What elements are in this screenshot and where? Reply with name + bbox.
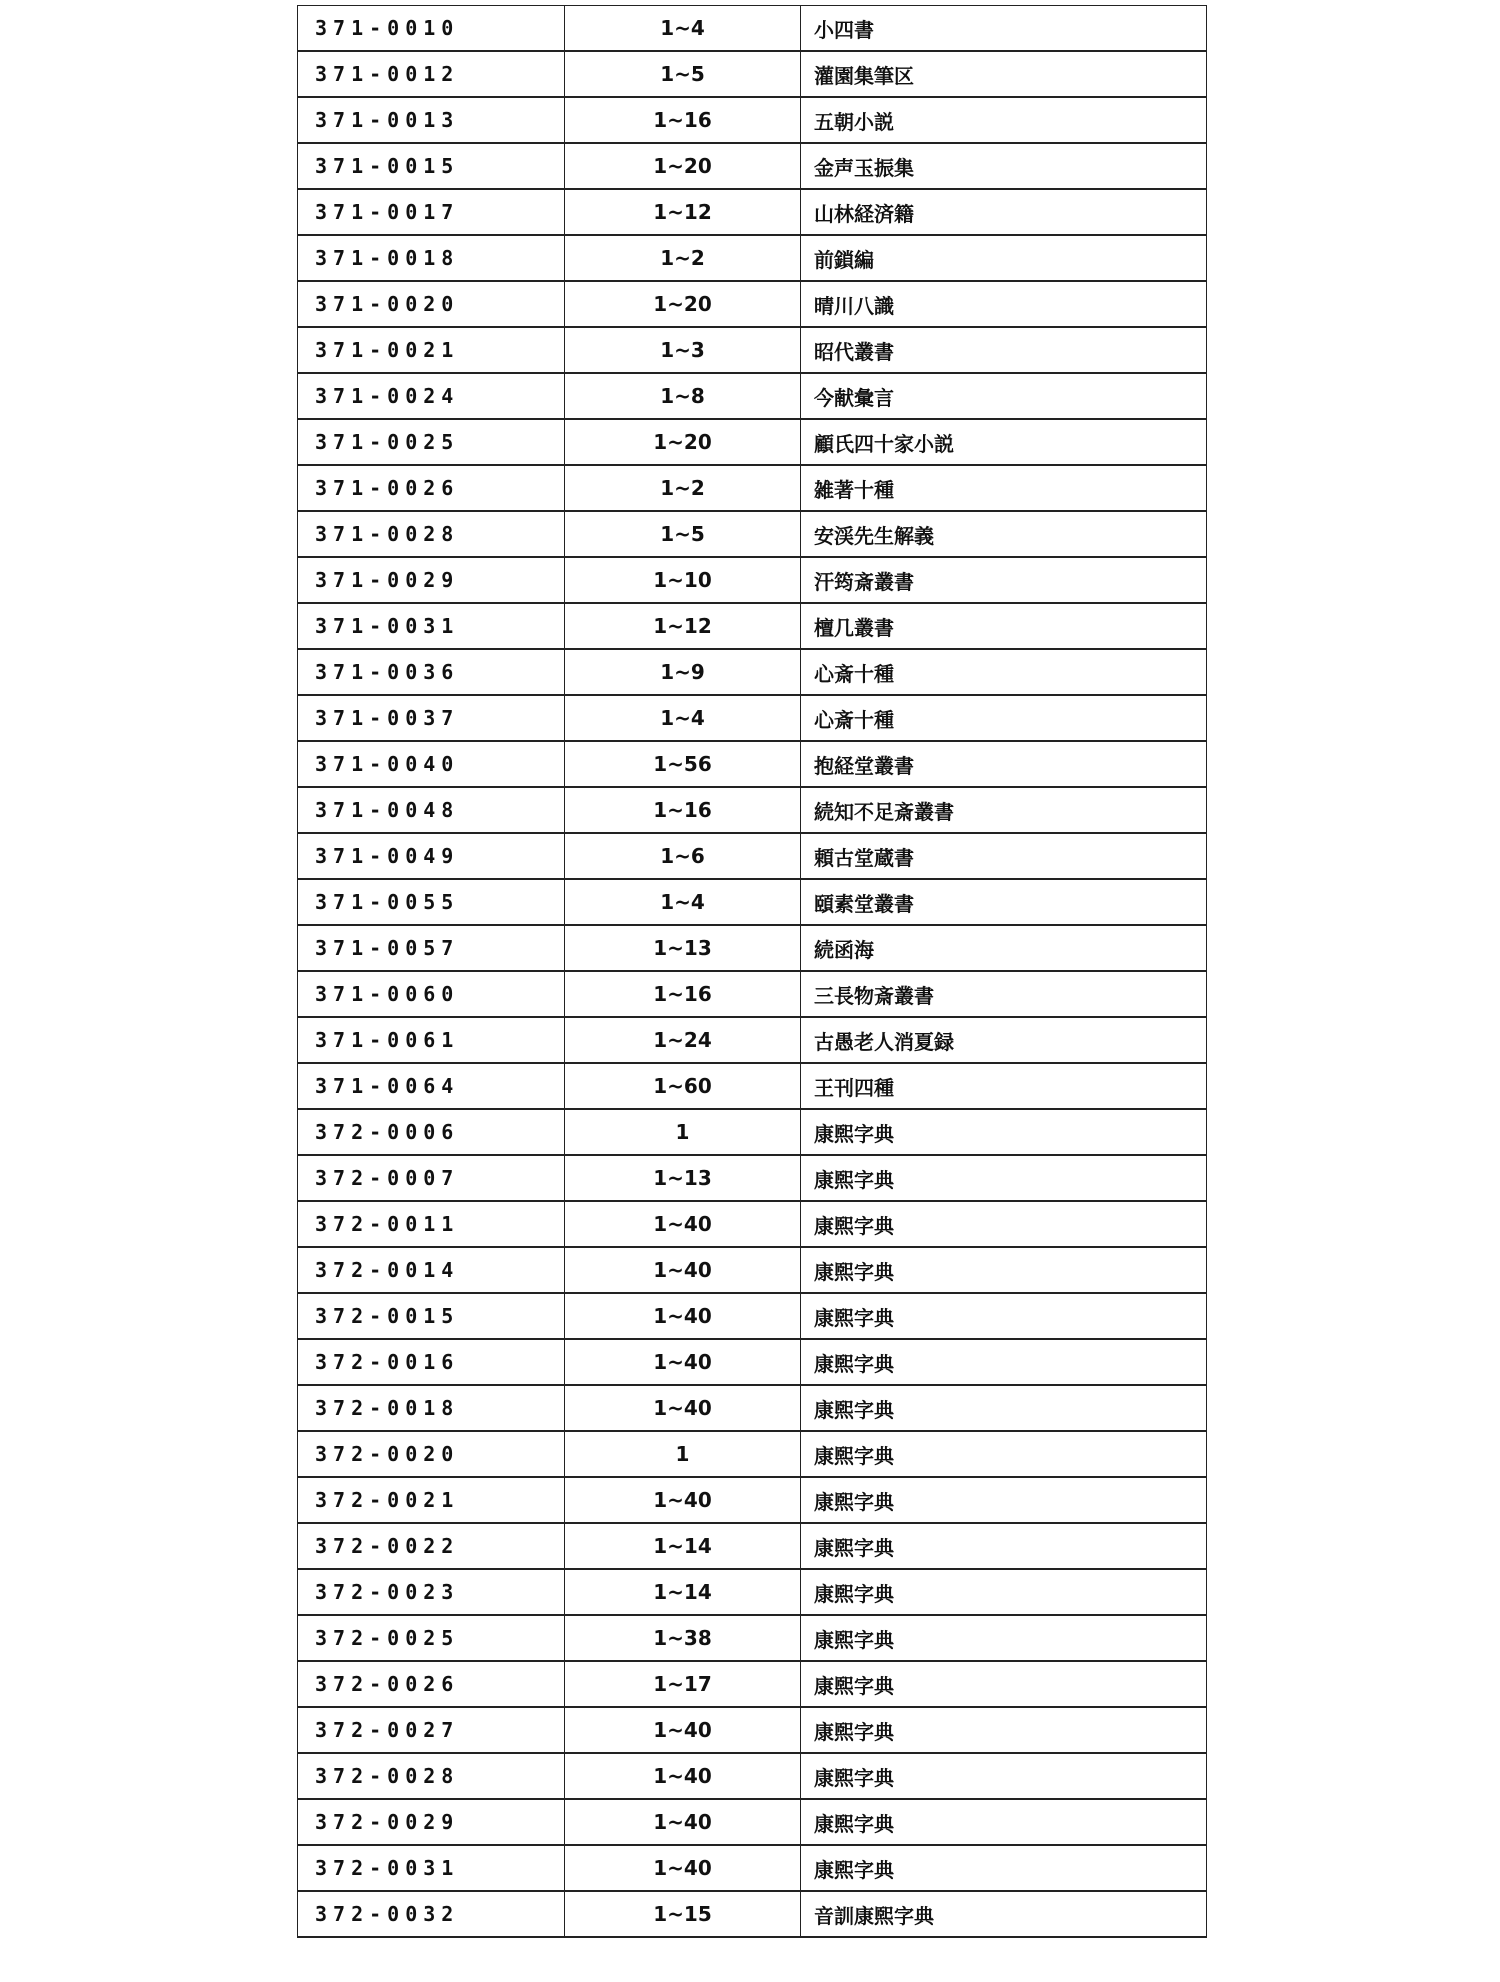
table-row [298,143,1207,189]
table-row [298,1155,1207,1201]
table-row [298,1201,1207,1247]
title-cell: 康煕字典 [801,1155,1207,1201]
table-row [298,787,1207,833]
table-row [298,1891,1207,1937]
volume-range-cell: 1~40 [565,1293,801,1339]
volume-range-cell: 1~20 [565,143,801,189]
call-number-cell: 371-0040 [298,741,565,787]
volume-range-cell: 1~20 [565,419,801,465]
volume-range-cell: 1~40 [565,1753,801,1799]
call-number-cell: 371-0025 [298,419,565,465]
title-cell: 続函海 [801,925,1207,971]
table-row [298,1799,1207,1845]
volume-range-cell: 1~4 [565,695,801,741]
volume-range-cell: 1~40 [565,1477,801,1523]
volume-range-cell: 1~9 [565,649,801,695]
table-row [298,833,1207,879]
table-row [298,1615,1207,1661]
table-row [298,649,1207,695]
title-cell: 康煕字典 [801,1109,1207,1155]
volume-range-cell: 1~2 [565,235,801,281]
call-number-cell: 372-0026 [298,1661,565,1707]
volume-range-cell: 1~2 [565,465,801,511]
call-number-cell: 372-0027 [298,1707,565,1753]
title-cell: 古愚老人消夏録 [801,1017,1207,1063]
volume-range-cell: 1~3 [565,327,801,373]
title-cell: 五朝小説 [801,97,1207,143]
table-row [298,1431,1207,1477]
call-number-cell: 372-0014 [298,1247,565,1293]
table-row [298,419,1207,465]
call-number-cell: 372-0022 [298,1523,565,1569]
volume-range-cell: 1~4 [565,6,801,52]
title-cell: 顧氏四十家小説 [801,419,1207,465]
volume-range-cell: 1~13 [565,925,801,971]
volume-range-cell: 1~6 [565,833,801,879]
call-number-cell: 372-0016 [298,1339,565,1385]
title-cell: 雑著十種 [801,465,1207,511]
table-row [298,741,1207,787]
title-cell: 康煕字典 [801,1339,1207,1385]
volume-range-cell: 1~15 [565,1891,801,1937]
volume-range-cell: 1~16 [565,787,801,833]
volume-range-cell: 1~20 [565,281,801,327]
call-number-cell: 371-0013 [298,97,565,143]
call-number-cell: 372-0011 [298,1201,565,1247]
call-number-cell: 372-0021 [298,1477,565,1523]
title-cell: 康煕字典 [801,1753,1207,1799]
catalog-table [297,5,1207,1938]
call-number-cell: 372-0031 [298,1845,565,1891]
volume-range-cell: 1~40 [565,1845,801,1891]
title-cell: 汗筠斎叢書 [801,557,1207,603]
title-cell: 康煕字典 [801,1201,1207,1247]
volume-range-cell: 1~16 [565,971,801,1017]
volume-range-cell: 1~16 [565,97,801,143]
table-row [298,97,1207,143]
table-row [298,511,1207,557]
volume-range-cell: 1~38 [565,1615,801,1661]
table-row [298,1385,1207,1431]
volume-range-cell: 1~24 [565,1017,801,1063]
call-number-cell: 372-0018 [298,1385,565,1431]
volume-range-cell: 1 [565,1431,801,1477]
title-cell: 康煕字典 [801,1523,1207,1569]
table-row [298,465,1207,511]
title-cell: 王刊四種 [801,1063,1207,1109]
title-cell: 山林経済籍 [801,189,1207,235]
table-row [298,1017,1207,1063]
table-row [298,1707,1207,1753]
table-row [298,557,1207,603]
call-number-cell: 371-0020 [298,281,565,327]
table-row [298,1845,1207,1891]
volume-range-cell: 1~8 [565,373,801,419]
title-cell: 康煕字典 [801,1569,1207,1615]
call-number-cell: 372-0028 [298,1753,565,1799]
call-number-cell: 371-0010 [298,6,565,52]
volume-range-cell: 1~40 [565,1201,801,1247]
title-cell: 音訓康煕字典 [801,1891,1207,1937]
title-cell: 心斎十種 [801,695,1207,741]
call-number-cell: 371-0055 [298,879,565,925]
table-row [298,235,1207,281]
table-row [298,925,1207,971]
table-row [298,879,1207,925]
table-row [298,281,1207,327]
call-number-cell: 371-0028 [298,511,565,557]
call-number-cell: 371-0036 [298,649,565,695]
table-row [298,1063,1207,1109]
volume-range-cell: 1~4 [565,879,801,925]
volume-range-cell: 1~14 [565,1569,801,1615]
call-number-cell: 371-0021 [298,327,565,373]
volume-range-cell: 1~60 [565,1063,801,1109]
call-number-cell: 372-0007 [298,1155,565,1201]
table-row [298,1247,1207,1293]
volume-range-cell: 1 [565,1109,801,1155]
call-number-cell: 372-0006 [298,1109,565,1155]
title-cell: 康煕字典 [801,1247,1207,1293]
call-number-cell: 372-0023 [298,1569,565,1615]
volume-range-cell: 1~5 [565,511,801,557]
call-number-cell: 372-0032 [298,1891,565,1937]
catalog-table-container [297,5,1207,1938]
volume-range-cell: 1~17 [565,1661,801,1707]
call-number-cell: 371-0060 [298,971,565,1017]
table-row [298,1109,1207,1155]
title-cell: 抱経堂叢書 [801,741,1207,787]
title-cell: 康煕字典 [801,1385,1207,1431]
title-cell: 康煕字典 [801,1477,1207,1523]
call-number-cell: 371-0017 [298,189,565,235]
table-row [298,1569,1207,1615]
title-cell: 灌園集筆区 [801,51,1207,97]
title-cell: 三長物斎叢書 [801,971,1207,1017]
call-number-cell: 371-0018 [298,235,565,281]
title-cell: 小四書 [801,6,1207,52]
catalog-table-body [298,6,1207,1938]
table-row [298,1661,1207,1707]
table-row [298,1339,1207,1385]
table-row [298,327,1207,373]
volume-range-cell: 1~12 [565,189,801,235]
volume-range-cell: 1~5 [565,51,801,97]
table-row [298,189,1207,235]
title-cell: 前鎖編 [801,235,1207,281]
volume-range-cell: 1~12 [565,603,801,649]
call-number-cell: 371-0015 [298,143,565,189]
table-row [298,1293,1207,1339]
table-row [298,6,1207,52]
call-number-cell: 371-0057 [298,925,565,971]
title-cell: 頼古堂蔵書 [801,833,1207,879]
volume-range-cell: 1~56 [565,741,801,787]
title-cell: 康煕字典 [801,1615,1207,1661]
table-row [298,373,1207,419]
call-number-cell: 372-0020 [298,1431,565,1477]
volume-range-cell: 1~40 [565,1799,801,1845]
title-cell: 安渓先生解義 [801,511,1207,557]
call-number-cell: 371-0026 [298,465,565,511]
call-number-cell: 371-0031 [298,603,565,649]
call-number-cell: 371-0049 [298,833,565,879]
volume-range-cell: 1~13 [565,1155,801,1201]
table-row [298,51,1207,97]
title-cell: 康煕字典 [801,1431,1207,1477]
title-cell: 康煕字典 [801,1799,1207,1845]
volume-range-cell: 1~40 [565,1385,801,1431]
title-cell: 今献彙言 [801,373,1207,419]
title-cell: 心斎十種 [801,649,1207,695]
table-row [298,971,1207,1017]
title-cell: 康煕字典 [801,1293,1207,1339]
table-row [298,695,1207,741]
call-number-cell: 372-0029 [298,1799,565,1845]
volume-range-cell: 1~40 [565,1247,801,1293]
title-cell: 檀几叢書 [801,603,1207,649]
volume-range-cell: 1~10 [565,557,801,603]
title-cell: 康煕字典 [801,1707,1207,1753]
call-number-cell: 371-0029 [298,557,565,603]
volume-range-cell: 1~40 [565,1339,801,1385]
call-number-cell: 372-0025 [298,1615,565,1661]
title-cell: 続知不足斎叢書 [801,787,1207,833]
call-number-cell: 371-0048 [298,787,565,833]
call-number-cell: 371-0012 [298,51,565,97]
call-number-cell: 371-0037 [298,695,565,741]
call-number-cell: 371-0064 [298,1063,565,1109]
table-row [298,1523,1207,1569]
title-cell: 晴川八識 [801,281,1207,327]
title-cell: 康煕字典 [801,1845,1207,1891]
title-cell: 康煕字典 [801,1661,1207,1707]
title-cell: 頤素堂叢書 [801,879,1207,925]
call-number-cell: 371-0061 [298,1017,565,1063]
volume-range-cell: 1~14 [565,1523,801,1569]
volume-range-cell: 1~40 [565,1707,801,1753]
call-number-cell: 371-0024 [298,373,565,419]
call-number-cell: 372-0015 [298,1293,565,1339]
table-row [298,603,1207,649]
title-cell: 昭代叢書 [801,327,1207,373]
title-cell: 金声玉振集 [801,143,1207,189]
table-row [298,1477,1207,1523]
table-row [298,1753,1207,1799]
